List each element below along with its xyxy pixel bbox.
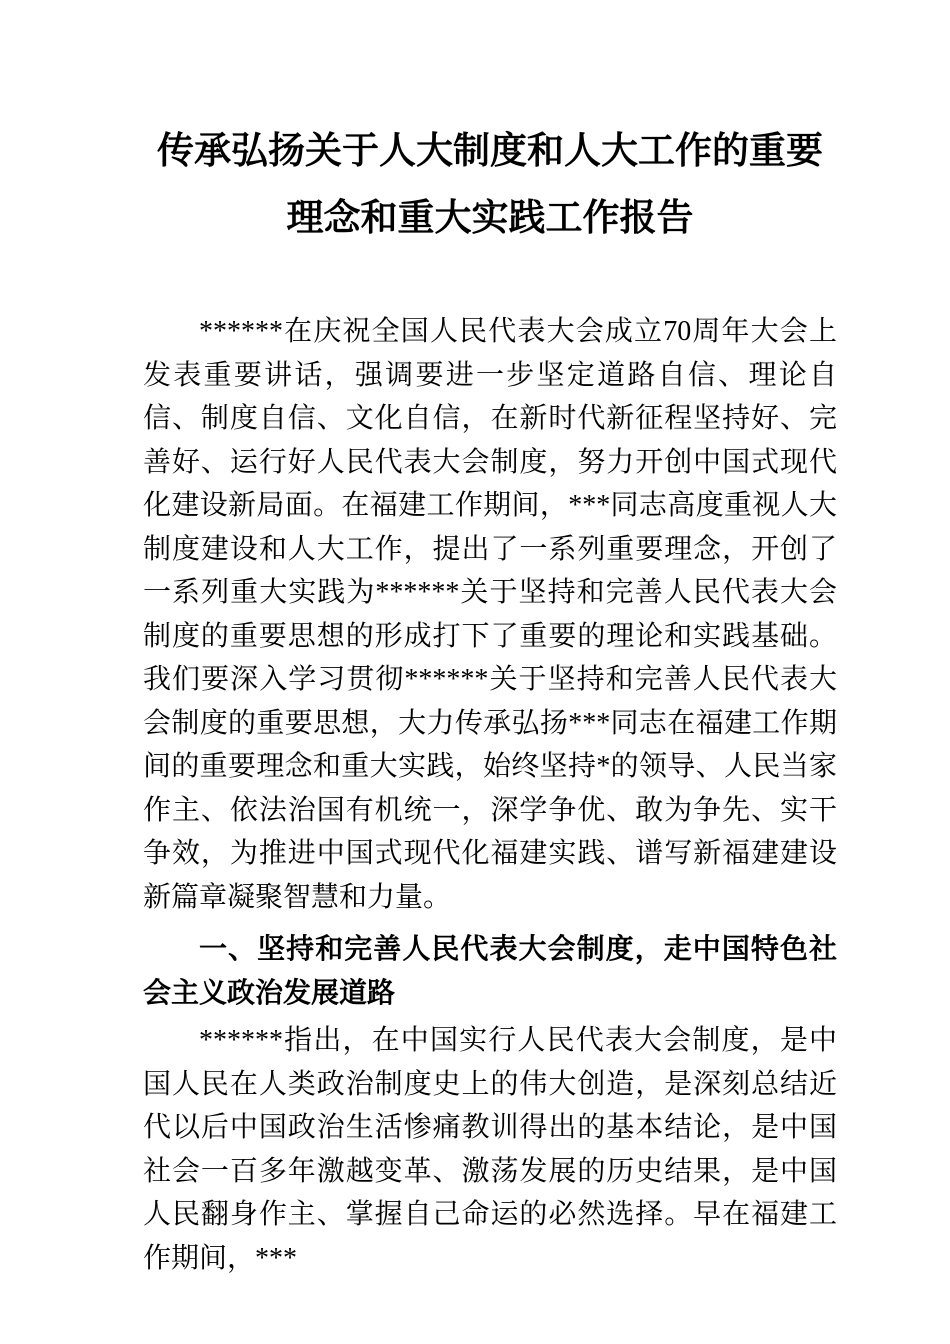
section-heading-1: 一、坚持和完善人民代表大会制度，走中国特色社会主义政治发展道路 bbox=[143, 933, 837, 1008]
paragraph-intro: ******在庆祝全国人民代表大会成立70周年大会上发表重要讲话，强调要进一步坚定道路自信、理论自信、制度自信、文化自信，在新时代新征程坚持好、完善好、运行好人民代表大会制度，努力开创中国式现代化建设新局面。在福建工作期间，***同志高度重视人大制度建设和人大工作，提出了一系列重要理念，开创了一系列重大实践为******关于坚持和完善人民代表大会制度的重要思想的形成打下了重要的理论和实践基础。我们要深入学习贯彻******关于坚持和完善人民代表大会制度的重要思想，大力传承弘扬***同志在福建工作期间的重要理念和重大实践，始终坚持*的领导、人民当家作主、依法治国有机统一，深学争优、敢为争先、实干争效，为推进中国式现代化福建实践、谱写新福建建设新篇章凝聚智慧和力量。 bbox=[143, 316, 837, 913]
document-title bbox=[143, 118, 837, 252]
document-title-line-1: 传承弘扬关于人大制度和人大工作的重要 bbox=[157, 131, 823, 172]
paragraph-section-1: ******指出，在中国实行人民代表大会制度，是中国人民在人类政治制度史上的伟大创造，是深刻总结近代以后中国政治生活惨痛教训得出的基本结论，是中国社会一百多年激越变革、激荡发展的历史结果，是中国人民翻身作主、掌握自己命运的必然选择。早在福建工作期间，*** bbox=[143, 1025, 837, 1274]
document-title-line-2: 理念和重大实践工作报告 bbox=[286, 198, 694, 239]
